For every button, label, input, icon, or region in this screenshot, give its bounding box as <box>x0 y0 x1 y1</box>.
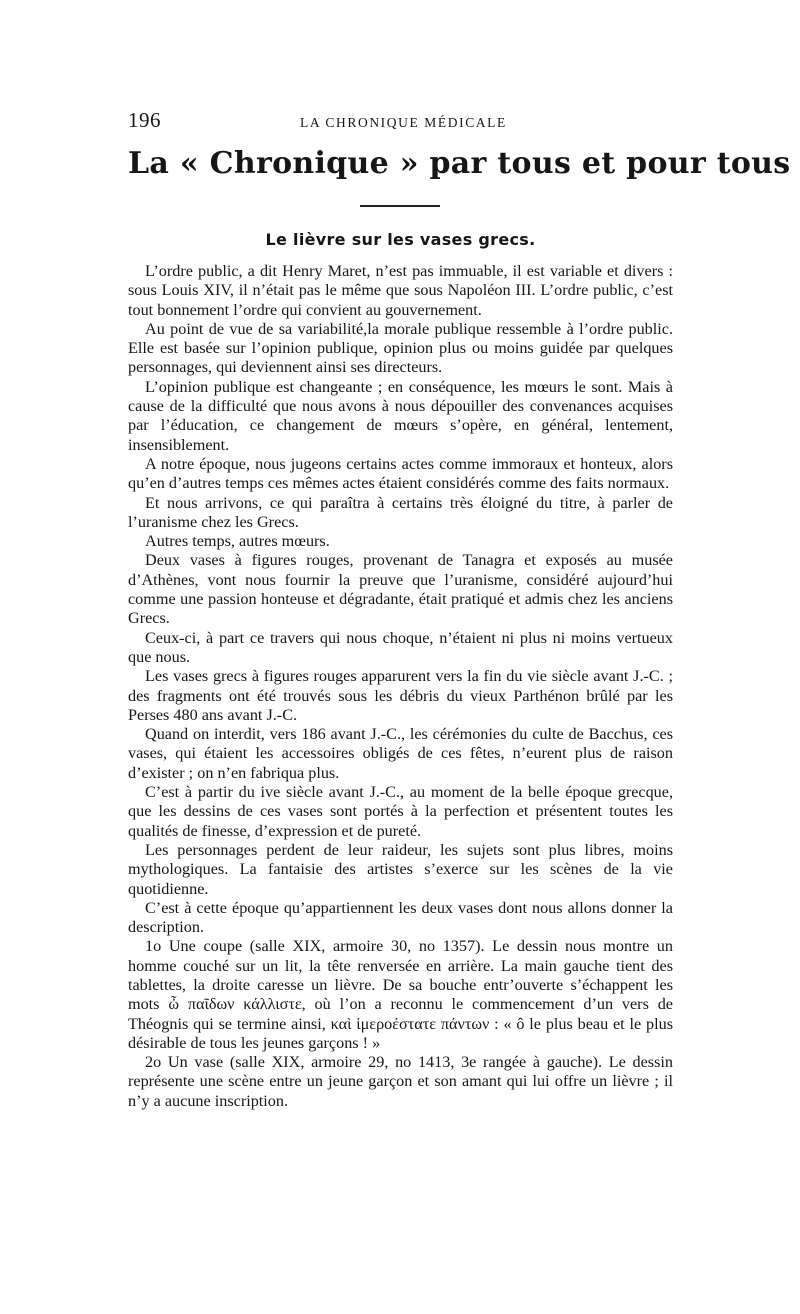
article-title: Le lièvre sur les vases grecs. <box>265 230 536 249</box>
paragraph: Au point de vue de sa variabilité,la morale publique ressemble à l’ordre public. Elle est basée sur l’opinion publique, opinion plus ou moins guidée par quelques personnages, qui deviennent ainsi ses directeurs. <box>128 319 673 377</box>
running-head <box>128 108 673 138</box>
paragraph: Et nous arrivons, ce qui paraîtra à certains très éloigné du titre, à parler de l’uranisme chez les Grecs. <box>128 493 673 531</box>
paragraph: C’est à cette époque qu’appartiennent les deux vases dont nous allons donner la description. <box>128 898 673 937</box>
title-divider <box>360 205 440 207</box>
page-number: 196 <box>128 108 161 132</box>
paragraph: C’est à partir du ive siècle avant J.-C., au moment de la belle époque grecque, que les dessins de ces vases sont portés à la perfection et présentent toutes les qualités de finesse, d’expression et de pureté. <box>128 783 673 840</box>
journal-title: LA CHRONIQUE MÉDICALE <box>300 115 507 130</box>
paragraph: Ceux-ci, à part ce travers qui nous choque, n’étaient ni plus ni moins vertueux que nous. <box>128 628 673 666</box>
paragraph: 1o Une coupe (salle XIX, armoire 30, no 1357). Le dessin nous montre un homme couché sur un lit, la tête renversée en arrière. La main gauche tient des tablettes, la droite caresse un lièvre. De sa bouche entr’ouverte s’échappent les mots ὦ παῖδων κάλλιστε, où l’on a reconnu le commencement d’un vers de Théognis qui se termine ainsi, καὶ ἱμεροέστατε πάντων : « ô le plus beau et le plus désirable de tous les jeunes garçons ! » <box>128 937 673 1052</box>
paragraph: 2o Un vase (salle XIX, armoire 29, no 1413, 3e rangée à gauche). Le dessin représente une scène entre un jeune garçon et son amant qui lui offre un lièvre ; il n’y a aucune inscription. <box>128 1053 673 1110</box>
paragraph: Les personnages perdent de leur raideur, les sujets sont plus libres, moins mythologiques. La fantaisie des artistes s’exerce sur les scènes de la vie quotidienne. <box>128 840 673 898</box>
paragraph: Autres temps, autres mœurs. <box>145 532 330 551</box>
paragraph: Deux vases à figures rouges, provenant de Tanagra et exposés au musée d’Athènes, vont nous fournir la preuve que l’uranisme, considéré aujourd’hui comme une passion honteuse et dégradante, était pratiqué et admis chez les anciens Grecs. <box>128 551 673 628</box>
paragraph: A notre époque, nous jugeons certains actes comme immoraux et honteux, alors qu’en d’autres temps ces mêmes actes étaient considérés comme des faits normaux. <box>128 454 673 493</box>
section-title: La « Chronique » par tous et pour tous <box>128 146 791 181</box>
article-body <box>128 262 673 1111</box>
paragraph: Les vases grecs à figures rouges apparurent vers la fin du vie siècle avant J.-C. ; des fragments ont été trouvés sous les débris du vieux Parthénon brûlé par les Perses 480 ans avant J.-C. <box>128 667 673 724</box>
paragraph: Quand on interdit, vers 186 avant J.-C., les cérémonies du culte de Bacchus, ces vases, qui étaient les accessoires obligés de ces fêtes, n’eurent plus de raison d’exister ; on n’en fabriqua plus. <box>128 725 673 782</box>
paragraph: L’ordre public, a dit Henry Maret, n’est pas immuable, il est variable et divers : sous Louis XIV, il n’était pas le même que sous Napoléon III. L’ordre public, c’est tout bonnement l’ordre qui convient au gouvernement. <box>128 262 673 319</box>
paragraph: L’opinion publique est changeante ; en conséquence, les mœurs le sont. Mais à cause de la difficulté que nous avons à nous dépouiller des convenances acquises par l’éducation, ce changement de mœurs s’opère, en général, lentement, insensiblement. <box>128 377 673 454</box>
